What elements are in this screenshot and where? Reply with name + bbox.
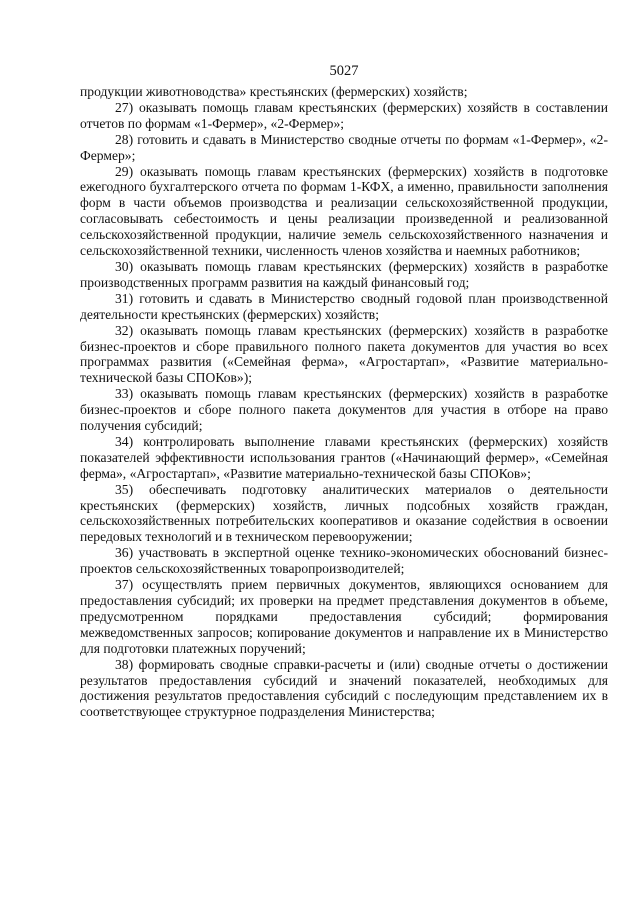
paragraph: продукции животноводства» крестьянских (фермерских) хозяйств; [80,84,468,99]
page-number: 5027 [329,63,359,79]
paragraph: 38) формировать сводные справки-расчеты и (или) сводные отчеты о достижении результатов предоставления субсидий и значений показателей, необходимых для достижения результатов предоставления субсидий с последующим представлением их в соответствующее структурное подразделения Министерства; [80,656,608,720]
paragraph: 33) оказывать помощь главам крестьянских (фермерских) хозяйств в разработке бизнес-проектов и сборе полного пакета документов для участия в отборе на право получения субсидий; [80,386,608,434]
paragraph: 37) осуществлять прием первичных документов, являющихся основанием для предоставления субсидий; их проверки на предмет представления документов в объеме, предусмотренном порядками предоставления субсидий; формирования межведомственных запросов; копирование документов и направление их в Министерство для подготовки платежных поручений; [80,577,608,656]
paragraph: 36) участвовать в экспертной оценке технико-экономических обоснований бизнес-проектов сельскохозяйственных товаропроизводителей; [80,545,608,577]
document-body [80,84,608,720]
paragraph: 32) оказывать помощь главам крестьянских (фермерских) хозяйств в разработке бизнес-проектов и сборе правильного полного пакета документов для участия во всех программах развития («Семейная ферма», «Агростартап», «Развитие материально-технической базы СПОКов»); [80,322,608,386]
paragraph: 31) готовить и сдавать в Министерство сводный годовой план производственной деятельности крестьянских (фермерских) хозяйств; [80,290,608,322]
paragraph: 30) оказывать помощь главам крестьянских (фермерских) хозяйств в разработке производственных программ развития на каждый финансовый год; [80,258,608,290]
paragraph: 34) контролировать выполнение главами крестьянских (фермерских) хозяйств показателей эффективности использования грантов («Начинающий фермер», «Семейная ферма», «Агростартап», «Развитие материально-технической базы СПОКов»; [80,433,608,481]
paragraph: 29) оказывать помощь главам крестьянских (фермерских) хозяйств в подготовке ежегодного бухгалтерского отчета по формам 1-КФХ, а именно, правильности заполнения форм в части объемов производства и реализации сельскохозяйственной продукции, согласовывать себестоимость и цены реализации произведенной и реализованной сельскохозяйственной продукции, наличие земель сельскохозяйственного назначения и сельскохозяйственной техники, численность членов хозяйства и наемных работников; [80,163,608,259]
paragraph: 28) готовить и сдавать в Министерство сводные отчеты по формам «1-Фермер», «2-Фермер»; [80,131,608,163]
paragraph: 35) обеспечивать подготовку аналитических материалов о деятельности крестьянских (фермерских) хозяйств, личных подсобных хозяйств граждан, сельскохозяйственных потребительских кооперативов и оказание содействия в освоении передовых технологий и в техническом перевооружении; [80,481,608,545]
document-page [80,62,608,720]
paragraph: 27) оказывать помощь главам крестьянских (фермерских) хозяйств в составлении отчетов по формам «1-Фермер», «2-Фермер»; [80,99,608,131]
